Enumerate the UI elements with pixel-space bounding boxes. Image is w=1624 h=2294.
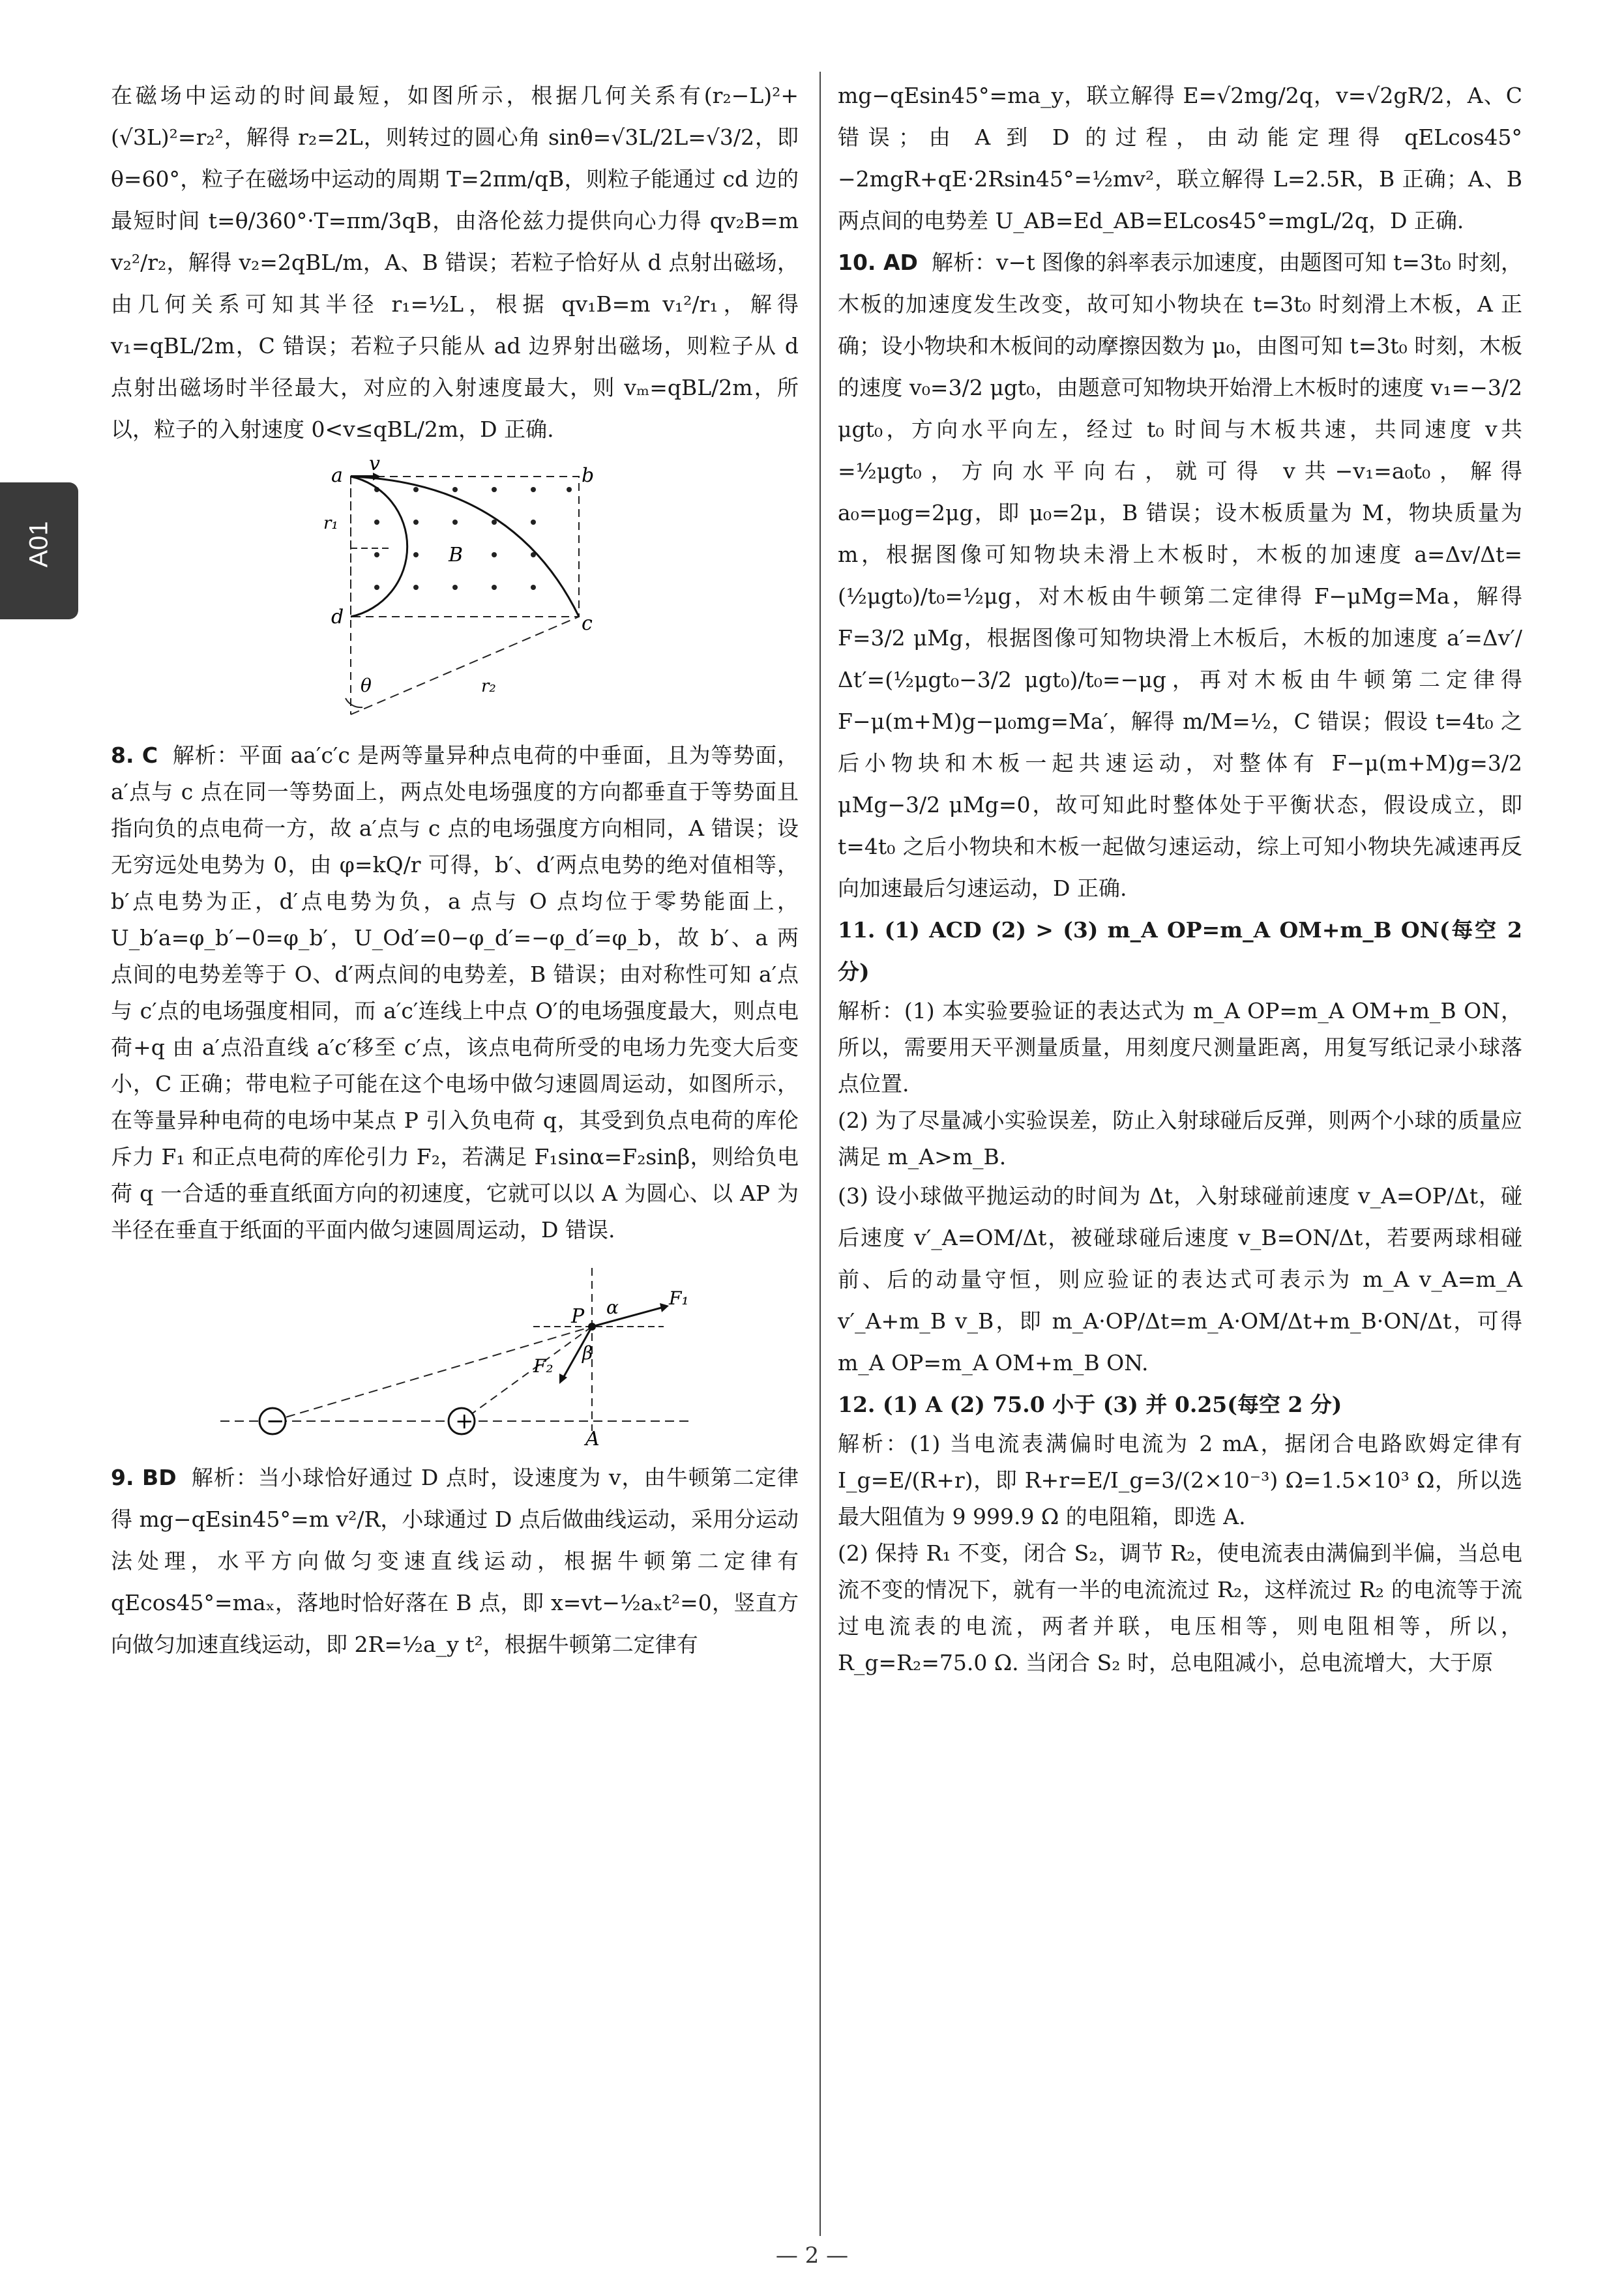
left-column [111,75,799,1666]
label-a: a [331,464,343,487]
q10-number: 10. AD [838,250,918,275]
label-F2: F₂ [533,1355,554,1377]
point-P [588,1323,596,1331]
column-divider [819,72,821,2236]
small-arc-trajectory [351,477,407,617]
F1-arrowhead [660,1303,669,1312]
label-r1: r₁ [323,514,338,533]
radius-r2-line [351,617,579,714]
label-r2: r₂ [480,677,496,696]
q9-text: 解析：当小球恰好通过 D 点时，设速度为 v，由牛顿第二定律得 mg−qEsin45°=m v²/R，小球通过 D 点后做曲线运动，采用分运动法处理，水平方向做匀变速直线运动，根据牛顿第二定律有 qEcos45°=maₓ，落地时恰好落在 B 点，即 x=vt−½aₓt²=0，竖直方向做匀加速直线运动，即 2R=½a_y t²，根据牛顿第二定律有 [111,1465,799,1657]
field-dots [374,487,572,590]
F2-arrowhead [559,1374,567,1384]
label-P: P [570,1305,584,1328]
q8-paragraph [111,737,799,1248]
label-alpha: α [606,1297,619,1318]
q9-number: 9. BD [111,1465,177,1490]
field-region [351,477,579,617]
charge-force-figure [207,1255,703,1450]
q10-paragraph [838,242,1522,909]
label-theta: θ [360,675,372,696]
right-column [838,75,1522,1681]
q8-text: 解析：平面 aa′c′c 是两等量异种点电荷的中垂面，且为等势面，a′点与 c 点在同一等势面上，两点处电场强度的方向都垂直于等势面且指向负的点电荷一方，故 a′点与 c 点的电场强度方向相同，A 错误；设无穷远处电势为 0，由 φ=kQ/r 可得，b′、d′两点电势的绝对值相等，b′点电势为正，d′点电势为负，a 点与 O 点均位于零势能面上，U_b′a=φ_b′−0=φ_b′，U_Od′=0−φ_d′=−φ_d′=φ_b，故 b′、a 两点间的电势差等于 O、d′两点间的电势差，B 错误；由对称性可知 a′点与 c′点的电场强度相同，而 a′c′连线上中点 O′的电场强度最大，则点电荷+q 由 a′点沿直线 a′c′移至 c′点，该点电荷所受的电场力先变大后变小，C 正确；带电粒子可能在这个电场中做匀速圆周运动，如图所示，在等量异种电荷的电场中某点 P 引入负电荷 q，其受到负点电荷的库伦斥力 F₁ 和正点电荷的库伦引力 F₂，若满足 F₁sinα=F₂sinβ，则给负电荷 q 一合适的垂直纸面方向的初速度，它就可以以 A 为圆心、以 AP 为半径在垂直于纸面的平面内做匀速圆周运动，D 错误. [111,743,799,1243]
large-arc-trajectory [351,477,579,617]
label-B: B [448,544,463,566]
label-A: A [585,1428,600,1450]
positive-charge-guide [462,1327,592,1421]
q11-part1: 解析：(1) 本实验要验证的表达式为 m_A OP=m_A OM+m_B ON，所以，需要用天平测量质量，用刻度尺测量距离，用复写纸记录小球落点位置. [838,998,1522,1096]
negative-sign: − [265,1408,284,1434]
label-d: d [331,606,344,628]
q11-header: 11. (1) ACD (2) > (3) m_A OP=m_A OM+m_B ON(每空 2 分) [838,917,1522,984]
F1-arrow [592,1307,664,1327]
side-tab [0,482,78,619]
label-c: c [581,612,593,635]
q9-paragraph [111,1457,799,1666]
q11-part2: (2) 为了尽量减小实验误差，防止入射球碰后反弹，则两个小球的质量应满足 m_A>m_B. [838,1108,1522,1169]
magnetic-field-figure [318,452,594,731]
left-intro-paragraph: 在磁场中运动的时间最短，如图所示，根据几何关系有(r₂−L)²+(√3L)²=r₂²，解得 r₂=2L，则转过的圆心角 sinθ=√3L/2L=√3/2，即 θ=60°，粒子在磁场中运动的周期 T=2πm/qB，则粒子能通过 cd 边的最短时间 t=θ/360°·T=πm/3qB，由洛伦兹力提供向心力得 qv₂B=m v₂²/r₂，解得 v₂=2qBL/m，A、B 错误；若粒子恰好从 d 点射出磁场，由几何关系可知其半径 r₁=½L，根据 qv₁B=m v₁²/r₁，解得 v₁=qBL/2m，C 错误；若粒子只能从 ad 边界射出磁场，则粒子从 d 点射出磁场时半径最大，对应的入射速度最大，则 vₘ=qBL/2m，所以，粒子的入射速度 0<v≤qBL/2m，D 正确. [111,83,799,442]
q10-text: 解析：v−t 图像的斜率表示加速度，由题图可知 t=3t₀ 时刻，木板的加速度发生改变，故可知小物块在 t=3t₀ 时刻滑上木板，A 正确；设小物块和木板间的动摩擦因数为 μ₀，由图可知 t=3t₀ 时刻，木板的速度 v₀=3/2 μgt₀，由题意可知物块开始滑上木板时的速度 v₁=−3/2 μgt₀，方向水平向左，经过 t₀ 时间与木板共速，共同速度 v共=½μgt₀，方向水平向右，就可得 v共−v₁=a₀t₀，解得 a₀=μ₀g=2μg，即 μ₀=2μ，B 错误；设木板质量为 M，物块质量为 m，根据图像可知物块未滑上木板时，木板的加速度 a=Δv/Δt=(½μgt₀)/t₀=½μg，对木板由牛顿第二定律得 F−μMg=Ma，解得 F=3/2 μMg，根据图像可知物块滑上木板后，木板的加速度 a′=Δv′/Δt′=(½μgt₀−3/2 μgt₀)/t₀=−μg，再对木板由牛顿第二定律得 F−μ(m+M)g−μ₀mg=Ma′，解得 m/M=½，C 错误；假设 t=4t₀ 之后小物块和木板一起共速运动，对整体有 F−μ(m+M)g=3/2 μMg−3/2 μMg=0，故可知此时整体处于平衡状态，假设成立，即 t=4t₀ 之后小物块和木板一起做匀速运动，综上可知小物块先减速再反向加速最后匀速运动，D 正确. [838,250,1522,901]
theta-angle-arc [346,698,362,707]
q12-header: 12. (1) A (2) 75.0 小于 (3) 并 0.25(每空 2 分) [838,1392,1342,1417]
label-beta: β [582,1342,593,1364]
q12-part1: 解析：(1) 当电流表满偏时电流为 2 mA，据闭合电路欧姆定律有 I_g=E/(R+r)，即 R+r=E/I_g=3/(2×10⁻³) Ω=1.5×10³ Ω，所以选最大阻值为 9 999.9 Ω 的电阻箱，即选 A. [838,1431,1522,1529]
positive-sign: + [454,1408,473,1434]
q12-part2: (2) 保持 R₁ 不变，闭合 S₂，调节 R₂，使电流表由满偏到半偏，当总电流不变的情况下，就有一半的电流流过 R₂，这样流过 R₂ 的电流等于流过电流表的电流，两者并联，电压相等，则电阻相等，所以，R_g=R₂=75.0 Ω. 当闭合 S₂ 时，总电阻减小，总电流增大，大于原 [838,1540,1522,1675]
label-F1: F₁ [668,1287,689,1309]
q11-part3: (3) 设小球做平抛运动的时间为 Δt，入射球碰前速度 v_A=OP/Δt，碰后速度 v′_A=OM/Δt，被碰球碰后速度 v_B=ON/Δt，若要两球相碰前、后的动量守恒，则应验证的表达式可表示为 m_A v_A=m_A v′_A+m_B v_B，即 m_A·OP/Δt=m_A·OM/Δt+m_B·ON/Δt，可得 m_A OP=m_A OM+m_B ON. [838,1183,1522,1375]
label-v: v [368,452,380,475]
label-b: b [581,464,594,487]
q9-continued-paragraph: mg−qEsin45°=ma_y，联立解得 E=√2mg/2q，v=√2gR/2，A、C 错误；由 A 到 D 的过程，由动能定理得 qELcos45°−2mgR+qE·2Rsin45°=½mv²，联立解得 L=2.5R，B 正确；A、B 两点间的电势差 U_AB=Ed_AB=ELcos45°=mgL/2q，D 正确. [838,83,1522,233]
side-tab-label: A01 [24,521,53,568]
page-number: — 2 — [775,2243,849,2269]
q8-number: 8. C [111,743,158,768]
